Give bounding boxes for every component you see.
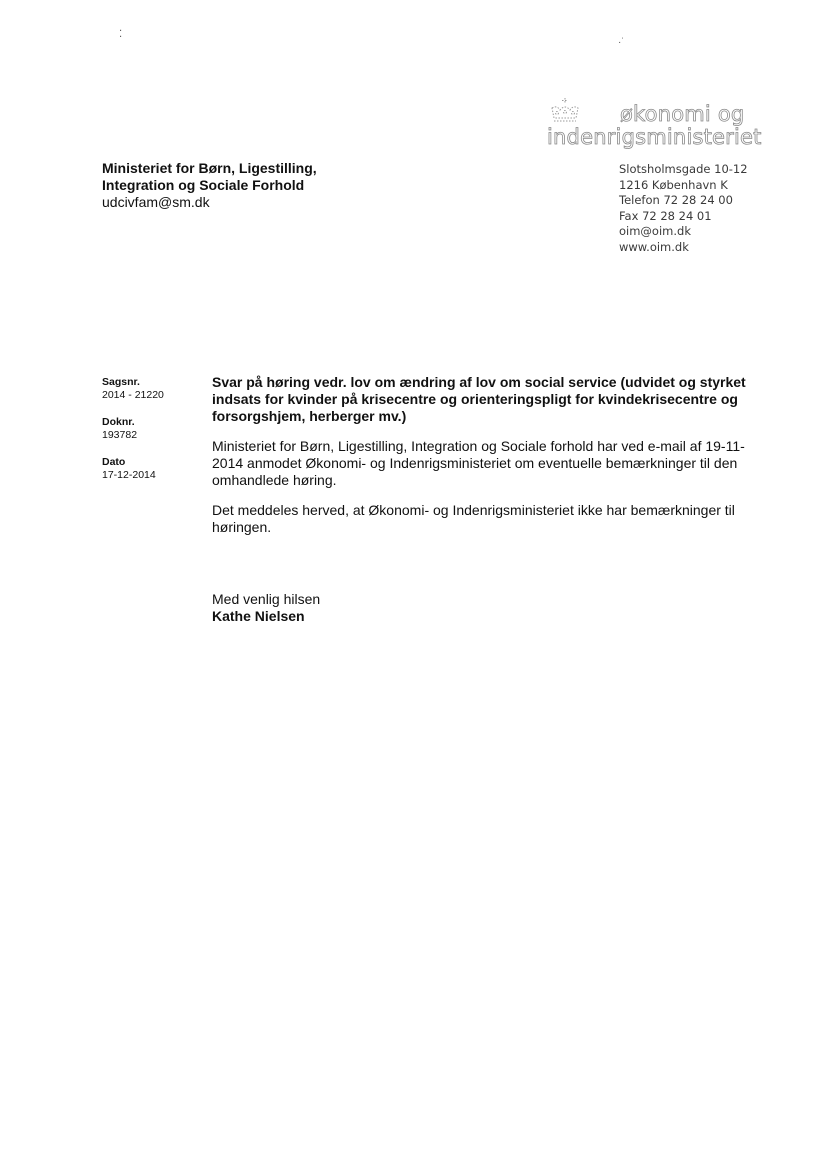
logo-text-line2: indenrigsministeriet [547, 125, 762, 149]
case-number-group [102, 376, 164, 402]
case-number-label: Sagsnr. [102, 376, 140, 388]
sender-contact-block [619, 162, 748, 256]
recipient-block [102, 160, 317, 211]
document-number-label: Doknr. [102, 416, 135, 428]
closing-greeting: Med venlig hilsen [212, 591, 321, 607]
logo-text-line1: økonomi og [620, 102, 745, 126]
sender-fax: Fax 72 28 24 01 [619, 208, 712, 223]
case-number-value: 2014 - 21220 [102, 389, 164, 401]
crown-icon [548, 96, 582, 126]
letter-paragraph: Ministeriet for Børn, Ligestilling, Integration og Sociale forhold har ved e-mail af 19-11-2014 anmodet Økonomi- og Indenrigsministeriet om eventuelle bemærkninger til den omhandlede høring. [212, 438, 745, 488]
ministry-logo [546, 96, 762, 156]
case-meta [102, 376, 164, 496]
sender-address: Slotsholmsgade 10-12 [619, 162, 748, 176]
letter-subject: Svar på høring vedr. lov om ændring af lov om social service (udvidet og styrket indsats for kvinder på krisecentre og orienteringspligt for kvindekrisecentre og forsorgshjem, herberger mv.) [212, 374, 746, 424]
date-label: Dato [102, 456, 126, 468]
recipient-name-line1: Ministeriet for Børn, Ligestilling, [102, 160, 317, 176]
scan-speck: ⁚ [119, 29, 123, 40]
date-group [102, 456, 164, 482]
recipient-email: udcivfam@sm.dk [102, 194, 210, 210]
sender-phone: Telefon 72 28 24 00 [619, 193, 733, 208]
sender-web: www.oim.dk [619, 239, 689, 254]
document-number-value: 193782 [102, 429, 138, 441]
letter-paragraph: Det meddeles herved, at Økonomi- og Indenrigsministeriet ikke har bemærkninger til høringen. [212, 502, 735, 535]
signatory-name: Kathe Nielsen [212, 608, 305, 624]
letter-body [212, 374, 748, 549]
sender-city: 1216 København K [619, 177, 728, 192]
document-number-group [102, 416, 164, 442]
date-value: 17-12-2014 [102, 469, 156, 481]
letter-closing [212, 591, 320, 625]
sender-email: oim@oim.dk [619, 224, 691, 239]
scan-speck: ·˙ [618, 37, 625, 48]
recipient-name-line2: Integration og Sociale Forhold [102, 177, 305, 193]
